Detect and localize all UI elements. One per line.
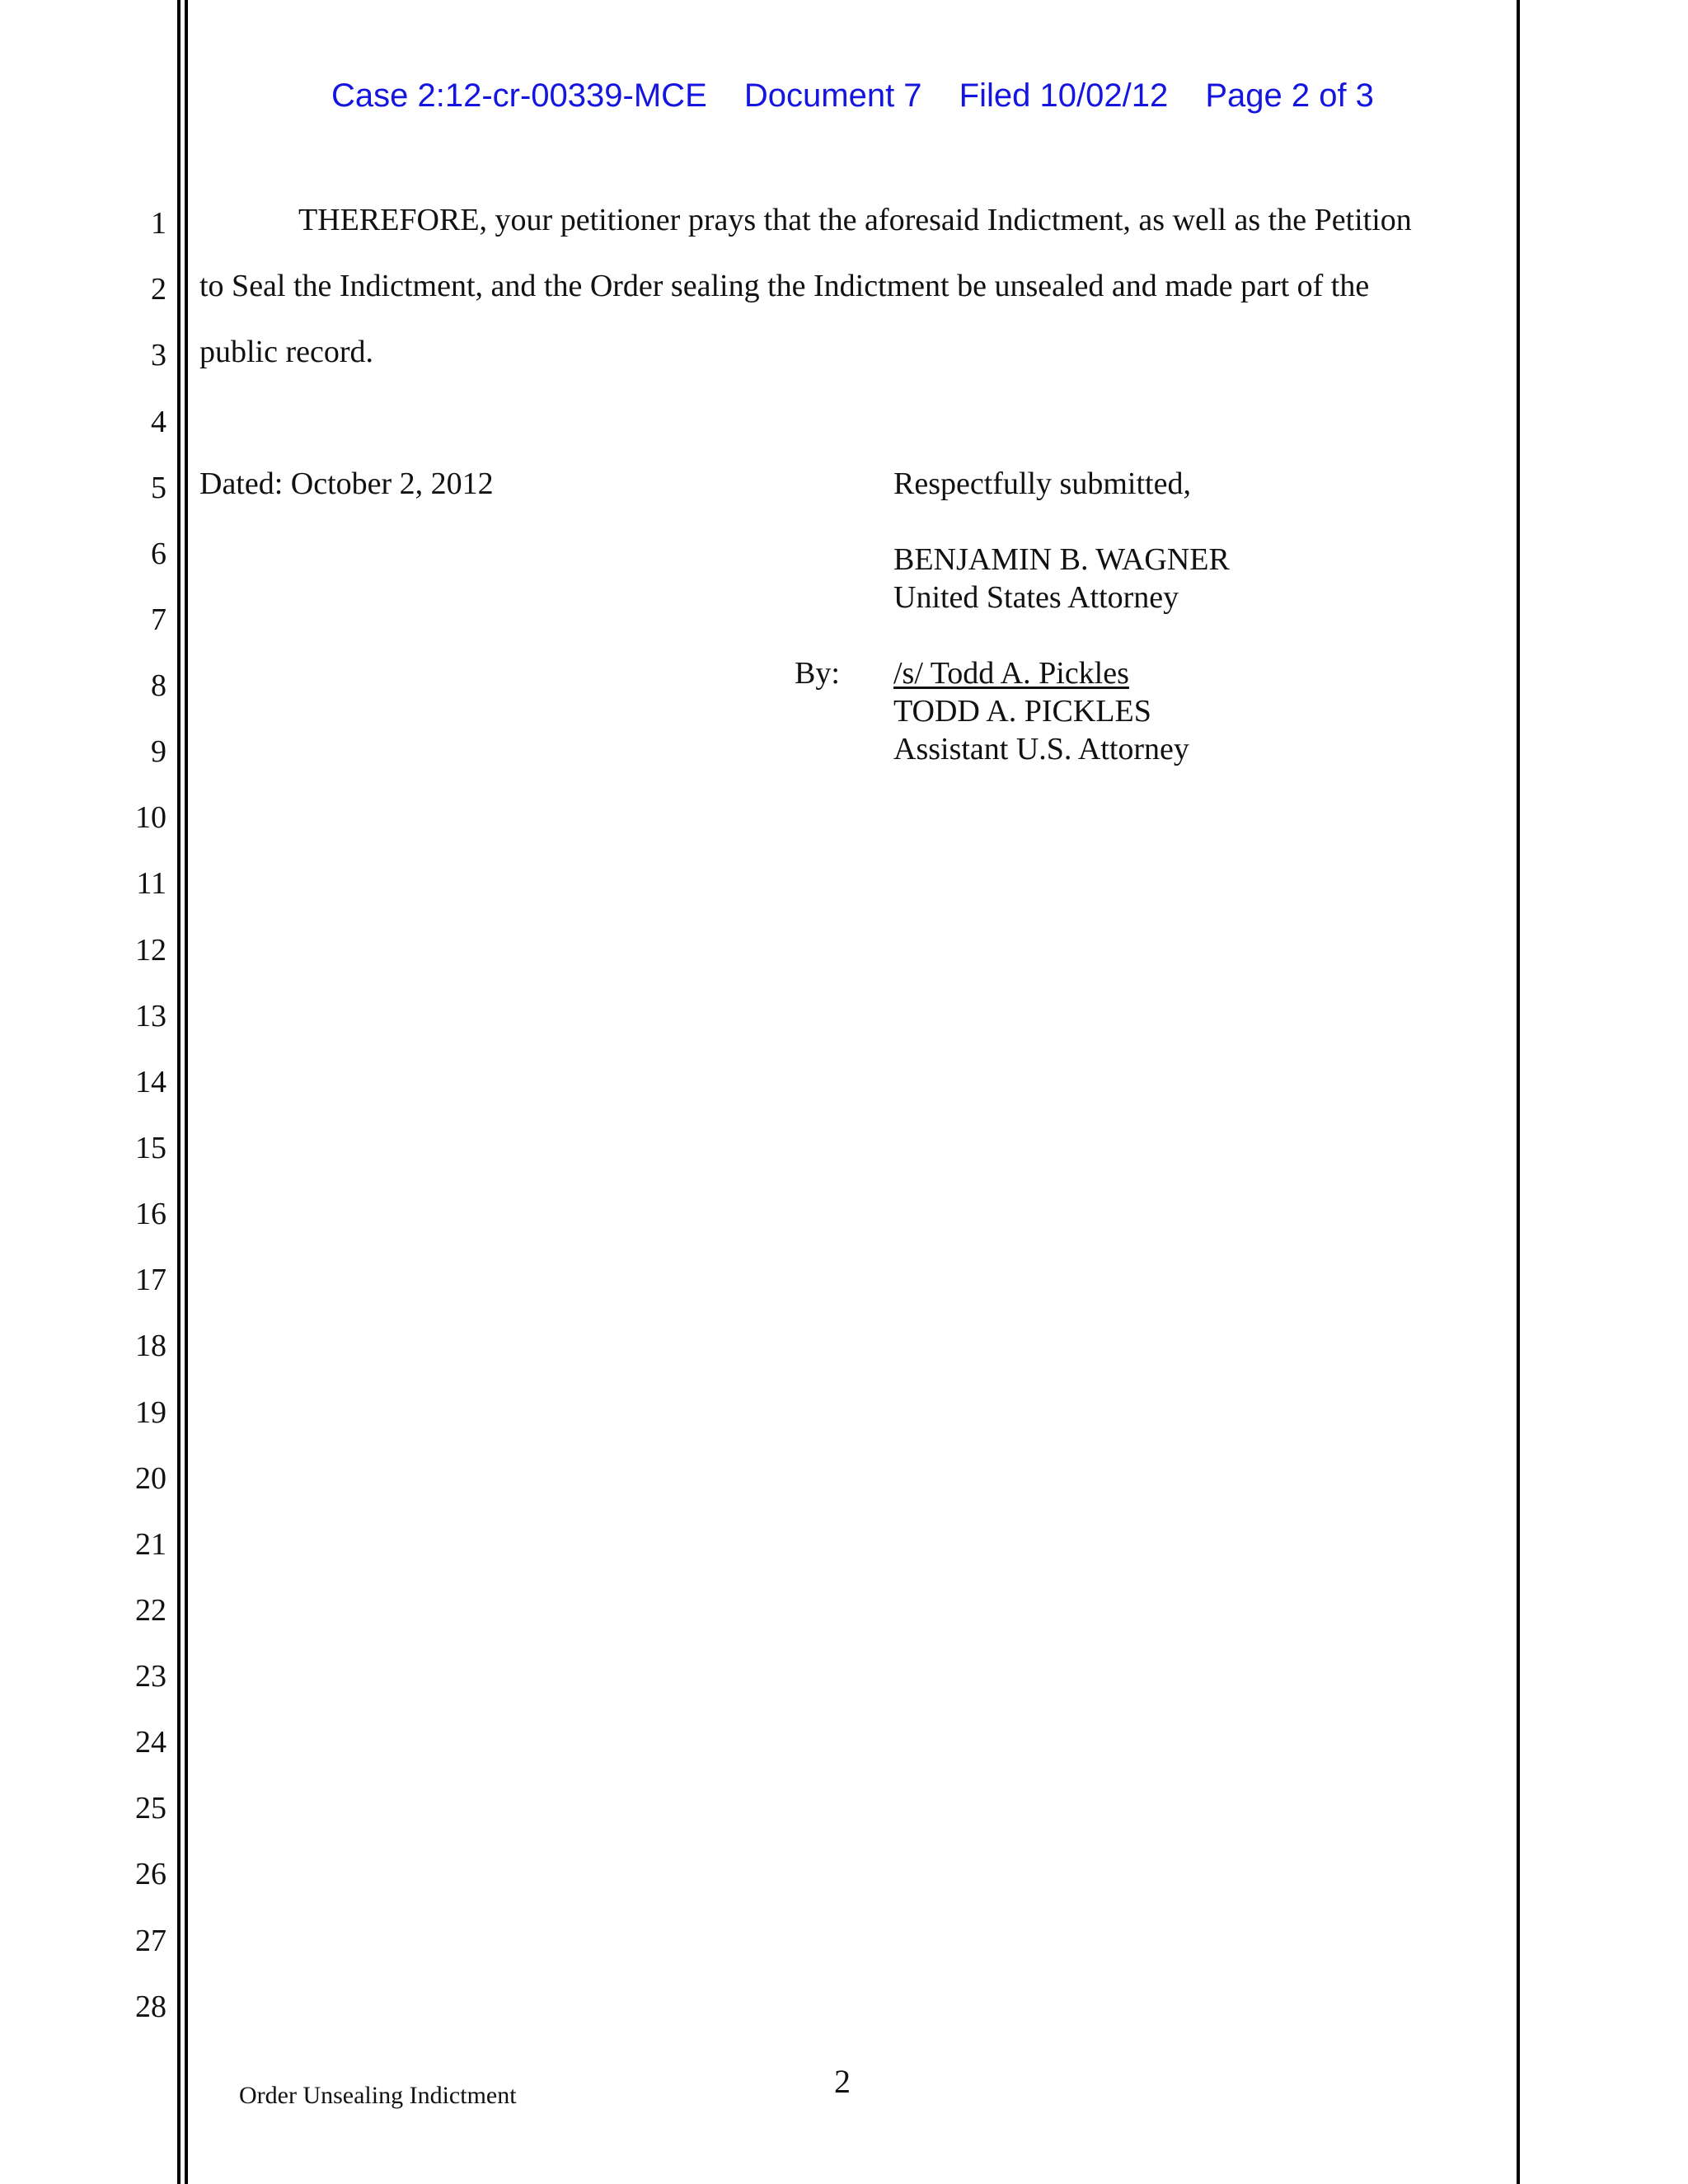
line-number: 13 (135, 999, 166, 1033)
electronic-signature: /s/ Todd A. Pickles (893, 656, 1129, 691)
case-number: Case 2:12-cr-00339-MCE (331, 77, 707, 114)
line-number: 20 (135, 1461, 166, 1496)
page-of: Page 2 of 3 (1205, 77, 1374, 114)
document-number: Document 7 (743, 77, 922, 114)
signer-title: Assistant U.S. Attorney (893, 732, 1189, 766)
line-number: 19 (135, 1395, 166, 1430)
line-number: 1 (151, 206, 166, 241)
line-number: 25 (135, 1791, 166, 1825)
line-number: 16 (135, 1197, 166, 1231)
signer-name: TODD A. PICKLES (893, 694, 1151, 729)
closing-line: Respectfully submitted, (893, 466, 1191, 501)
line-number: 24 (135, 1725, 166, 1760)
line-number: 22 (135, 1593, 166, 1628)
line-number: 5 (151, 471, 166, 505)
line-number: 2 (151, 272, 166, 307)
line-number: 21 (135, 1527, 166, 1562)
line-number: 9 (151, 734, 166, 769)
line-number: 15 (135, 1131, 166, 1165)
right-margin-rule (1517, 0, 1520, 2184)
left-margin-rule-inner (185, 0, 188, 2184)
line-number: 4 (151, 405, 166, 439)
us-attorney-title: United States Attorney (893, 580, 1179, 615)
body-paragraph-line-1: THEREFORE, your petitioner prays that the aforesaid Indictment, as well as the Petition (298, 203, 1412, 237)
line-number: 26 (135, 1857, 166, 1891)
line-number: 3 (151, 338, 166, 373)
line-number: 11 (136, 866, 166, 901)
dated-line: Dated: October 2, 2012 (199, 466, 494, 501)
line-number: 10 (135, 800, 166, 835)
us-attorney-name: BENJAMIN B. WAGNER (893, 542, 1230, 577)
line-number: 17 (135, 1263, 166, 1297)
filed-date: Filed 10/02/12 (959, 77, 1169, 114)
line-number: 23 (135, 1659, 166, 1694)
line-number: 18 (135, 1329, 166, 1363)
line-number: 27 (135, 1924, 166, 1958)
line-number: 7 (151, 602, 166, 637)
body-paragraph-line-2: to Seal the Indictment, and the Order sealing the Indictment be unsealed and made part of the (199, 269, 1370, 303)
page-number: 2 (834, 2063, 851, 2100)
line-number: 14 (135, 1065, 166, 1099)
line-number: 12 (135, 933, 166, 968)
line-number: 8 (151, 668, 166, 703)
line-number: 6 (151, 537, 166, 571)
by-label: By: (795, 656, 840, 691)
left-margin-rule-outer (177, 0, 181, 2184)
footer-document-title: Order Unsealing Indictment (239, 2082, 517, 2109)
case-header-stamp (331, 77, 1374, 115)
line-number: 28 (135, 1990, 166, 2024)
body-paragraph-line-3: public record. (199, 335, 374, 369)
